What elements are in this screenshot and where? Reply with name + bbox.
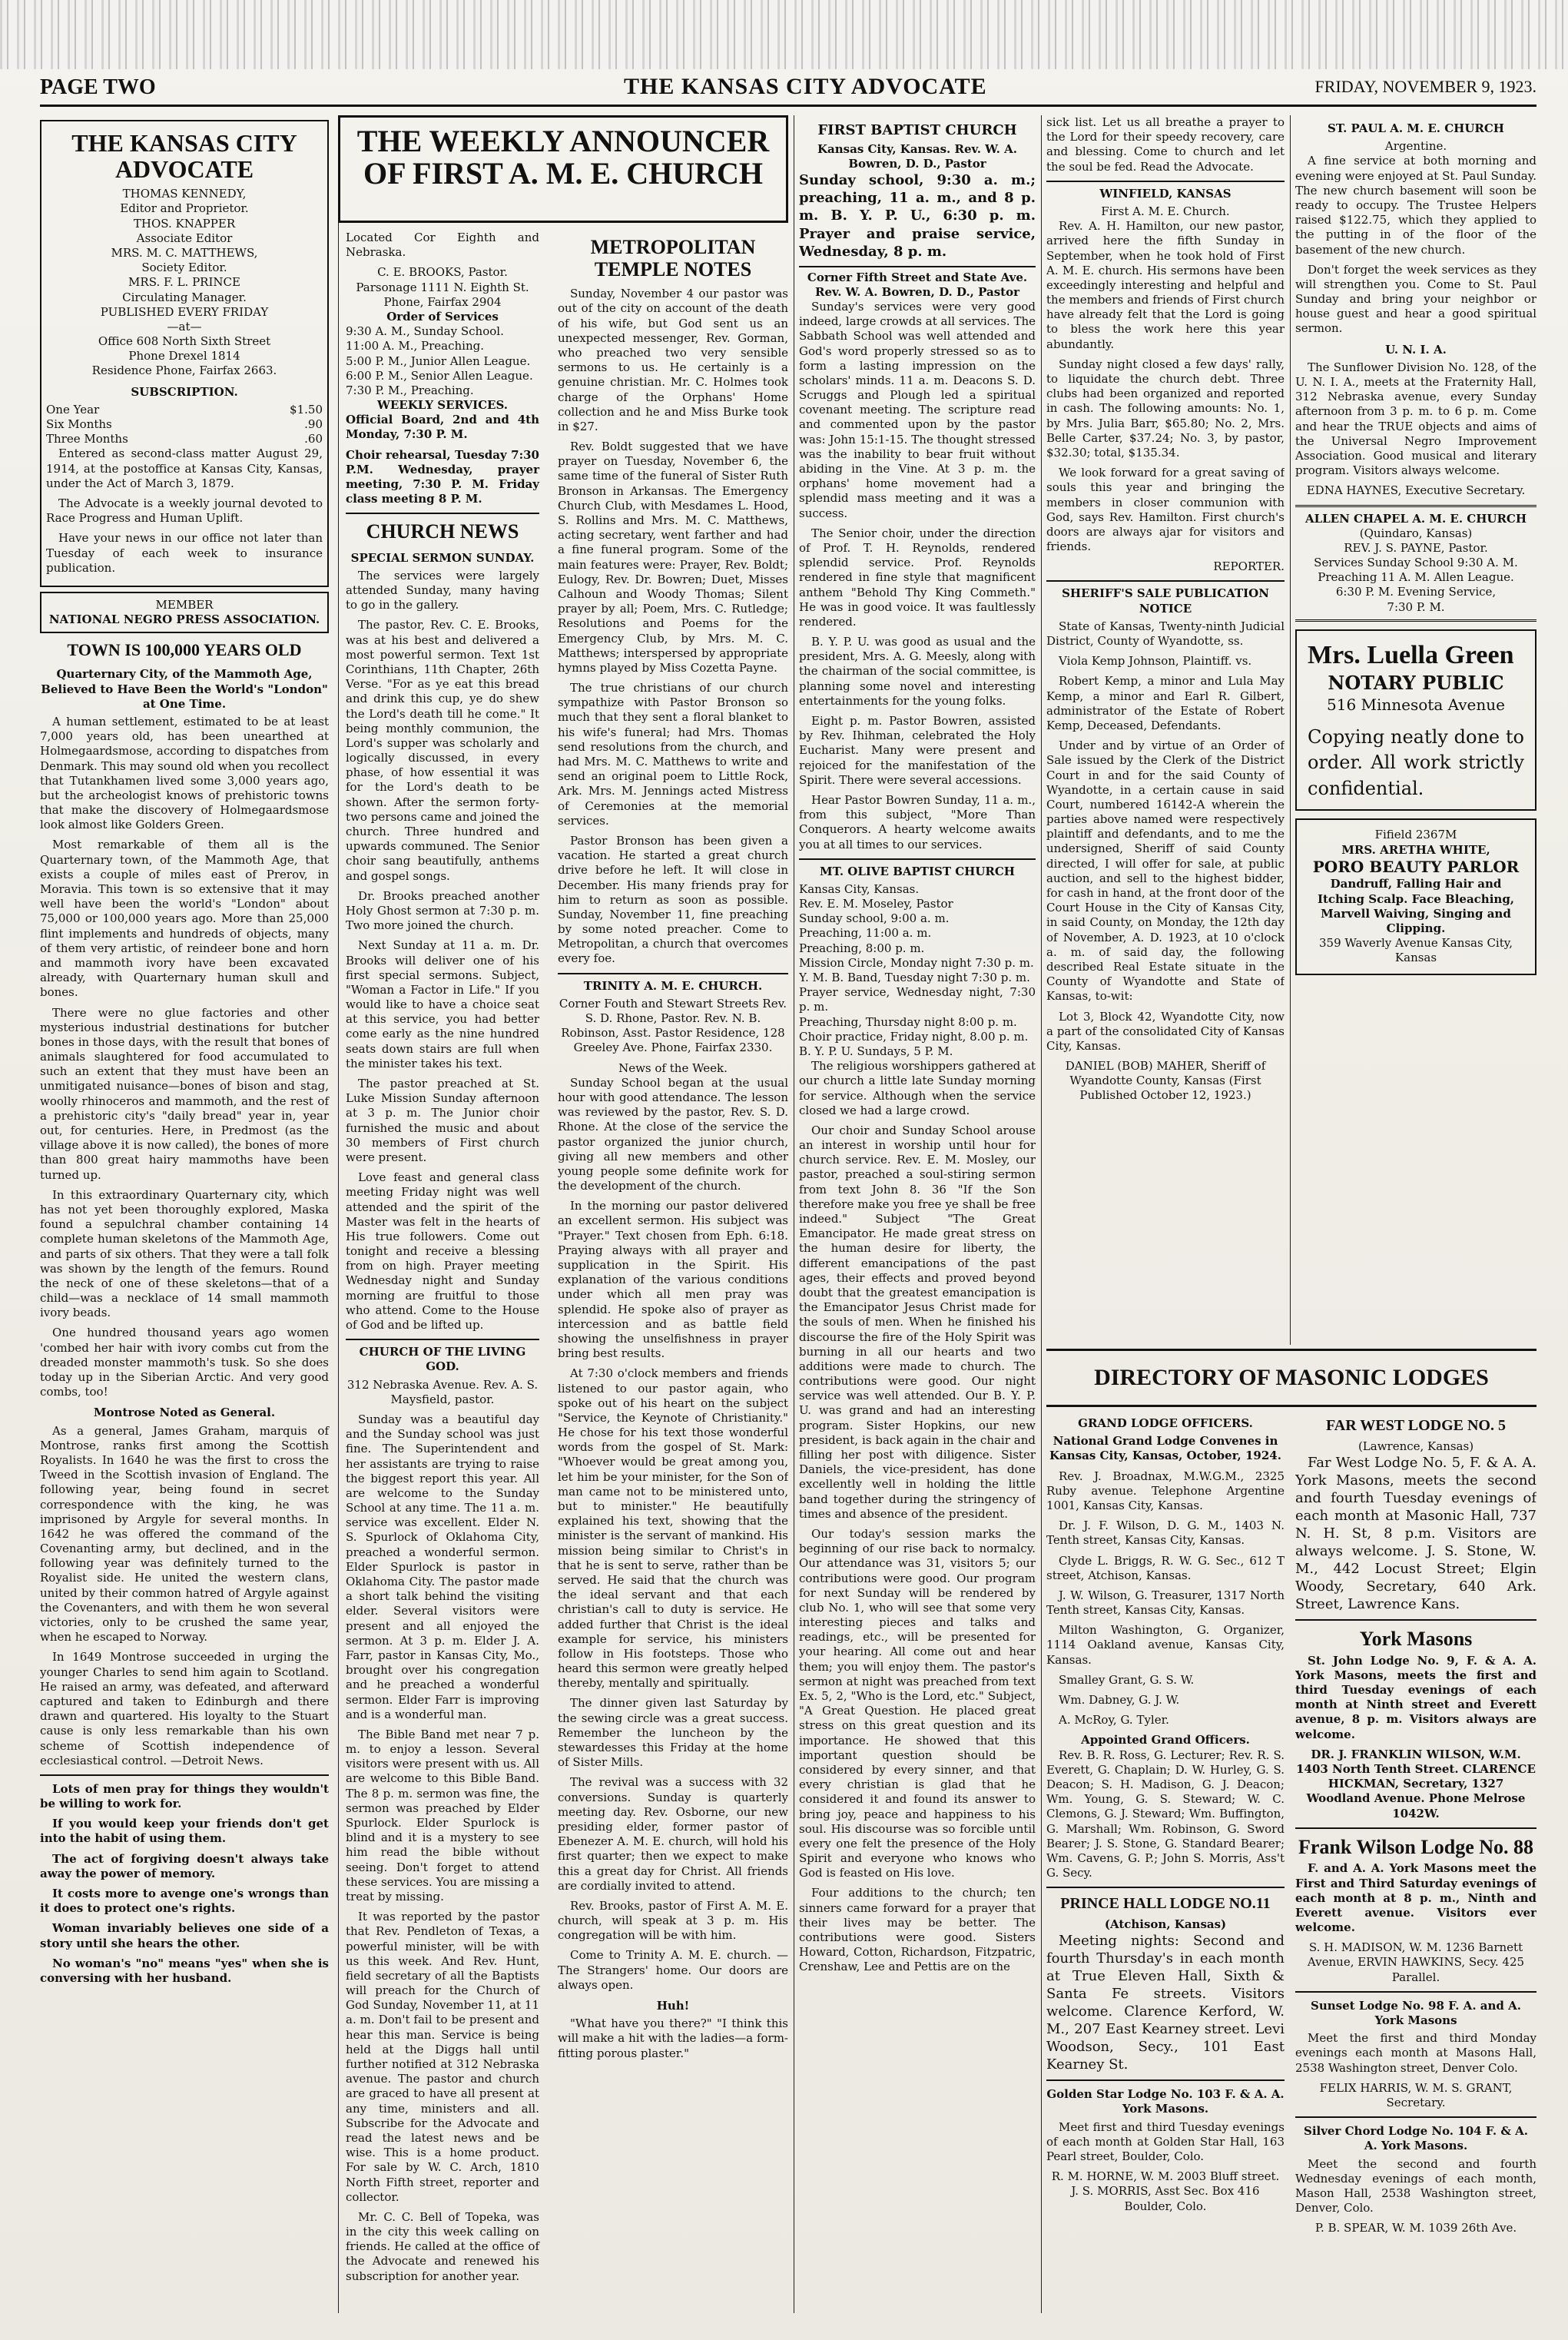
column-metropolitan [558,231,788,2313]
order-of-services [346,324,539,398]
paragraph: B. Y. P. U. was good as usual and the president, Mrs. A. G. Meesly, along with the chairman of the social committee, is planning some novel and interesting entertainments for the young folks. [799,635,1036,708]
officer-line: A. McRoy, G. Tyler. [1059,1713,1169,1728]
paragraph: The services were largely attended Sunday, many having to go in the gallery. [346,568,539,612]
sunset-title: Sunset Lodge No. 98 F. A. and A. York Masons [1311,1998,1521,2027]
divider [1295,1991,1537,1993]
paragraph: Under and by virtue of an Order of Sale issued by the Clerk of the District Court in and for the said County of Wyandotte, in a certain cause in said Court, numbered 16142-A wherein the parties above named were respectively plaintiff and defendants, and to me the undersigned, Sheriff of said County directed, I will offer for sale, at public auction, and sell to the highest bidder, for cash in hand, at the front door of the Court House in the City of Kansas City, in said County, on Monday, the 12th day of November, A. D. 1923, at 10 o'clock a. m. of said day, the following described Real Estate situate in the County of Wyandotte and State of Kansas, to-wit: [1046,739,1285,1004]
paragraph: Mr. C. C. Bell of Topeka, was in the city this week calling on friends. He called at the office of the Advocate and renewed his subscription for another year. [346,2209,539,2283]
poro-ad [1295,818,1537,974]
paragraph: Sunday School began at the usual hour with good attendance. The lesson was reviewed by the pastor, Rev. S. D. Rhone. At the close of the service the pastor organized the junior church, giving all new members and other young people some definite work for the development of the church. [558,1075,788,1193]
town-deck: Quarternary City, of the Mammoth Age, Believed to Have Been the World's "London" at One Time. [41,667,328,711]
grand-lodge-convenes: National Grand Lodge Convenes in Kansas City, Kansas, October, 1924. [1049,1434,1281,1463]
press-member-box [40,592,329,633]
winfield-article [1046,219,1285,554]
paragraph: There were no glue factories and other mysterious industrial destinations for butcher bones in those days, with the result that bones of animals slaughtered for food accumulated to such an extent that they must have been an unmitigated nuisance—bones of bison and stag, woolly rhinoceros and mammoth, and the rest of a prehistoric city's "daily bread" year in, year out, for centuries. Here, in Predmost (as the village above it is now called), the bones of more than 800 great hairy mammoths have been turned up. [40,1005,329,1182]
first-ame-location: Located Cor Eighth and Nebraska. [346,231,539,260]
weekly-services: Official Board, 2nd and 4th Monday, 7:30 P. M. [346,413,539,442]
officer-line: Rev. J. Broadnax, M.W.G.M., 2325 Ruby avenue. Telephone Argentine 1001, Kansas City, Kansas. [1046,1469,1285,1512]
york-text: St. John Lodge No. 9, F. & A. A. York Masons, meets the first and third Tuesday evenings of each month at Ninth street and Everett avenue, 8 p. m. Visitors always are welcome. [1295,1653,1537,1741]
masonic-column-left [1046,1410,1285,2313]
paragraph: A human settlement, estimated to be at least 7,000 years old, has been unearthed at Holmegaardsmose, according to dispatches from Denmark. This may sound old when you recollect that Tutankhamen lived some 3,000 years ago, but the archeologist knows of prehistoric towns that make the discovery of Holmegaardsmose look almost like Golders Green. [40,714,329,832]
announcer-line1: THE WEEKLY ANNOUNCER [356,124,770,158]
appointed-title: Appointed Grand Officers. [1081,1733,1250,1748]
paragraph: Rev. Boldt suggested that we have prayer on Tuesday, November 6, the same time of the funeral of Sister Ruth Bronson in Arkansas. The Emergency Church Club, with Mesdames L. Hood, S. Rollins and Mrs. M. C. Matthews, acting secretary, went farther and had a fine funeral program. Some of the main features were: Prayer, Rev. Boldt; Eulogy, Rev. Dr. Bowren; Duet, Misses Calhoun and Woody Thomas; Silent prayer by all; Poem, Mrs. C. Rutledge; Resolutions and Poems for the Emergency Club, by Mrs. M. C. Matthews; interspersed by appropriate hymns played by Miss Cozetta Payne. [558,440,788,675]
schedule-line: Sunday school, 9:00 a. m. [799,911,950,926]
staff-line: —at— [167,319,202,334]
divider [40,1774,329,1776]
montrose-headline: Montrose Noted as General. [93,1406,276,1420]
paragraph: The Senior choir, under the direction of Prof. T. H. Reynolds, rendered splendid service. Prof. Reynolds rendered in fine style that magnificent anthem "Behold Thy King Commeth." He was in good voice. It was faultlessly rendered. [799,526,1036,629]
schedule-line: B. Y. P. U. Sundays, 5 P. M. [799,1044,953,1058]
stpaul-article [1295,154,1537,336]
rate-price: $1.50 [290,402,323,417]
notary-text: Copying neatly done to order. All work strictly confidential. [1308,725,1524,799]
entered-note: Entered as second-class matter August 29, 1914, at the postoffice at Kansas City, Kansas, under the Act of March 3, 1879. [46,446,323,490]
town-article [40,715,329,1399]
grand-lodge-officers [1046,1469,1285,1728]
baptist-corner: Corner Fifth Street and State Ave. Rev. W. A. Bowren, D. D., Pastor [799,266,1036,300]
living-god-title: CHURCH OF THE LIVING GOD. [346,1339,539,1374]
divider [1046,2079,1285,2081]
paragraph: Our choir and Sunday School arouse an interest in worship until hour for church service. Rev. E. M. Mosley, our pastor, preached a soul-stiring sermon from text John 8. 36 "If the Son therefore make you free ye shall be free indeed." Subject "The Great Emancipator. He made great stress on the human desire for liberty, the different emancipations of the past ages, their effects and proved beyond doubt that the greatest emancipation is the Emancipator Jesus Christ made for the souls of men. When he finished his discourse the fire of the Holy Spirit was burning in all our hearts and two additions were made to church. The contributions were good. Our night service was well attended. Our B. Y. P. U. was grand and had an interesting program. Sister Hopkins, our new president, is back again in the chair and filling her post with diligence. Sister Daniels, the vice-president, has done excellently well in holding the little band together during the stringency of times and absence of the president. [799,1123,1036,1521]
officer-line: J. W. Wilson, G. Treasurer, 1317 North Tenth street, Kansas City, Kansas. [1046,1588,1285,1618]
town-headline: TOWN IS 100,000 YEARS OLD [67,640,302,660]
rate-row [46,417,323,432]
golden-star-signature: R. M. HORNE, W. M. 2003 Bluff street. J. S. MORRIS, Asst Sec. Box 416 Boulder, Colo. [1051,2169,1280,2213]
staff-line: MRS. M. C. MATTHEWS, [111,245,258,260]
notary-name: Mrs. Luella Green [1308,640,1514,669]
silver-chord-title: Silver Chord Lodge No. 104 F. & A. A. York Masons. [1303,2124,1528,2153]
paragraph: Viola Kemp Johnson, Plaintiff. vs. [1059,654,1252,669]
paragraph: The Bible Band met near 7 p. m. to enjoy a lesson. Several visitors were present with us. All are welcome to this Bible Band. The 8 p. m. sermon was fine, the sermon was preached by Elder Spurlock. Elder Spurlock is blind and it is a mystery to see him read the bible without seeing. Don't forget to attend these services. You are missing a treat by missing. [346,1727,539,1904]
officer-line: Clyde L. Briggs, R. W. G. Sec., 612 T street, Atchison, Kansas. [1046,1553,1285,1582]
poro-services: Dandruff, Falling Hair and Itching Scalp. Face Bleaching, Marvell Waiving, Singing and Clipping. [1317,877,1515,935]
filler-items [40,1782,329,1986]
church-news-title: CHURCH NEWS [346,513,539,544]
staff-line: Editor and Proprietor. [120,201,249,216]
staff-line: THOS. KNAPPER [133,216,236,231]
paragraph: Love feast and general class meeting Friday night was well attended and the spirit of the Master was felt in the hearts of His true followers. Come out tonight and receive a blessing from on high. Prayer meeting Wednesday night and Sunday morning are fruitful to those who attend. Come to the House of God and be lifted up. [346,1170,539,1333]
service-time: 7:30 P. M., Preaching. [346,383,474,397]
farwest-text: Far West Lodge No. 5, F. & A. A. York Masons, meets the second and fourth Tuesday evenings of each month at Masonic Hall, 737 N. H. St, 8 p.m. Visitors are always welcome. J. S. Stone, W. M., 442 Locust Street; Elgin Woody, Secretary, 640 Ark. Street, Lawrence Kans. [1295,1454,1537,1613]
staff-line: Associate Editor [136,231,233,245]
olive-schedule [799,882,1036,1059]
filler-item: If you would keep your friends don't get into the habit of using them. [40,1817,329,1846]
paragraph: One hundred thousand years ago women 'combed her hair with ivory combs cut from the dreaded monster mammoth's tusk. So she does today up in the Siberian Arctic. And very good combs, too! [40,1326,329,1399]
masonic-directory-title: DIRECTORY OF MASONIC LODGES [1046,1349,1537,1407]
order-title: Order of Services [386,309,499,324]
column-winfield-sheriff [1046,115,1285,1341]
paragraph: At 7:30 o'clock members and friends listened to our pastor again, who spoke out of his heart on the subject "Service, the Keynote of Christianity." He chose for his text those wonderful words from the gospel of St. Mark: "Whoever would be great among you, let him be your minister, for the Son of man came not to be ministered unto, but to minister." He beautifully explained his text, showing that the minister is the servant of mankind. His mission being similar to Christ's in that he is sent to serve, rather than be served. He said that the church was the ideal servant and that each christian's call to duty is service. He added further that Christ is the ideal example for service, his ministers follow in His footsteps. Those who heard this sermon were greatly helped thereby, mentally and spiritually. [558,1366,788,1691]
paragraph: Don't forget the week services as they will strengthen you. Come to St. Paul Sunday and bring your neighbor or house guest and hear a good spiritual sermon. [1295,262,1537,336]
poro-address: 359 Waverly Avenue Kansas City, Kansas [1318,936,1513,965]
rate-row [46,432,323,446]
staff-line: PUBLISHED EVERY FRIDAY [100,304,269,319]
schedule-line: Y. M. B. Band, Tuesday night 7:30 p. m. [799,971,1030,984]
paragraph: As a general, James Graham, marquis of Montrose, ranks first among the Scottish Royalists. In 1640 he was the first to cross the Tweed in the Scottish invasion of England. The following year, being found in secret correspondence with the king, he was imprisoned by Argyle for several months. In 1642 he was offered the command of the Covenanting army, but declined, and in the following year was definitely turned to the Royalist side. He united the western clans, united by their common hatred of Argyle against the Covenanters, and with them he won several victories, only to be crushed the same year, when he escaped to Norway. [40,1423,329,1645]
staff-line: Residence Phone, Fairfax 2663. [91,363,277,378]
paragraph: Four additions to the church; ten sinners came forward for a prayer that their lives may be better. The contributions were good. Sisters Howard, Cotton, Richardson, Fitzpatric, Crenshaw, Lee and Pettis are on the [799,1886,1036,1974]
winfield-sub: First A. M. E. Church. [1101,204,1230,218]
staff-line: THOMAS KENNEDY, [122,187,247,201]
sheriff-signature: DANIEL (BOB) MAHER, Sheriff of Wyandotte County, Kansas (First Published October 12, 1923.) [1065,1059,1266,1103]
allen-chapel-box [1295,505,1537,622]
prince-hall-title: PRINCE HALL LODGE NO.11 [1060,1895,1271,1913]
filler-item: No woman's "no" means "yes" when she is conversing with her husband. [40,1956,329,1985]
silver-chord-text: Meet the second and fourth Wednesday evenings of each month, Mason Hall, 2538 Washington street, Denver, Colo. [1295,2156,1537,2216]
paragraph: In the morning our pastor delivered an excellent sermon. His subject was "Prayer." Text chosen from Eph. 6:18. Praying always with all prayer and supplication in the Spirit. His explanation of the various conditions under which all men pray was splendid. He spoke also of prayer as intercession and as battle field showing the unselfishness in prayer bring best results. [558,1199,788,1361]
staff-line: Society Editor. [141,261,227,275]
sheriff-title: SHERIFF'S SALE PUBLICATION NOTICE [1046,580,1285,616]
staff-box [40,120,329,587]
paragraph: Rev. Brooks, pastor of First A. M. E. church, will speak at 3 p. m. His congregation will be with him. [558,1898,788,1943]
column-staff-and-stories [40,115,338,2313]
frank-wilson-title: Frank Wilson Lodge No. 88 [1298,1835,1534,1858]
trinity-title: TRINITY A. M. E. CHURCH. [558,973,788,994]
paper-edge-texture [0,0,1568,69]
golden-star-text: Meet first and third Tuesday evenings of each month at Golden Star Hall, 163 Pearl street, Boulder, Colo. [1046,2119,1285,2164]
appointed-officers: Rev. B. R. Ross, G. Lecturer; Rev. R. S. Everett, G. Chaplain; D. W. Hurley, G. S. Deacon; S. H. Madison, G. J. Deacon; Wm. Young, G. S. Steward; W. C. Clemons, G. J. Steward; Wm. Buffington, G. Marshall; Wm. Robinson, G. Sword Bearer; J. S. Stone, G. Standard Bearer; Wm. Cavens, G. P.; John S. Morris, Ass't G. Secy. [1046,1748,1285,1880]
paragraph: Most remarkable of them all is the Quarternary town, of the Mammoth Age, that exists a couple of miles east of Prerov, in Moravia. This town is so extensive that it may well have been the world's "London" about 75,000 or 100,000 years ago. More than 25,000 flint implements and hundreds of objects, many of them very artistic, of reindeer bone and horn and mammoth ivory have been excavated already, with Quarternary human skull and bones. [40,838,329,1000]
silver-chord-signature: P. B. SPEAR, W. M. 1039 26th Ave. [1314,2221,1517,2235]
sick-list: sick list. Let us all breathe a prayer to the Lord for their speedy recovery, care and blessing. Come to church and let the soul be fed. Read the Advocate. [1046,115,1285,174]
rate-row [46,403,323,417]
schedule-line: Rev. E. M. Moseley, Pastor [799,897,953,911]
divider [1295,2116,1537,2118]
allen-title: ALLEN CHAPEL A. M. E. CHURCH [1304,511,1527,526]
frank-wilson-signature: S. H. MADISON, W. M. 1236 Barnett Avenue, ERVIN HAWKINS, Secy. 425 Parallel. [1307,1940,1525,1984]
paragraph: Robert Kemp, a minor and Lula May Kemp, a minor and Earl R. Gilbert, administrator of the Estate of Robert Kemp, Deceased, Defendants. [1046,674,1285,732]
frank-wilson-text: F. and A. A. York Masons meet the First and Third Saturday evenings of each month at 8 p. m., Ninth and Everett avenue. Visitors ever welcome. [1295,1861,1537,1935]
paper-name: THE KANSAS CITY ADVOCATE [624,74,987,99]
schedule-line: Preaching, Thursday night 8:00 p. m. [799,1014,1017,1029]
notary-ad [1295,629,1537,812]
officer-line: Milton Washington, G. Organizer, 1114 Oakland avenue, Kansas City, Kansas. [1046,1623,1285,1667]
living-god-location: 312 Nebraska Avenue. Rev. A. S. Maysfield, pastor. [346,1377,539,1406]
poro-name: MRS. ARETHA WHITE, [1341,842,1490,857]
church-news-article [346,569,539,1333]
stpaul-sub: Argentine. [1384,139,1447,154]
rate-price: .90 [304,417,323,431]
paragraph: In 1649 Montrose succeeded in urging the younger Charles to send him again to Scotland. He raised an army, was defeated, and afterward captured and taken to Edinburgh and there drawn and quartered. His loyalty to the Stuart cause is only less remarkable than his own scheme of Scottish independence of ecclesiastical control. —Detroit News. [40,1650,329,1767]
paragraph: Come to Trinity A. M. E. church. —The Strangers' home. Our doors are always open. [558,1948,788,1992]
paragraph: The true christians of our church sympathize with Pastor Bronson so much that they sent a floral blanket to his wife's funeral; had Mrs. Thomas send resolutions from the church, and had Mrs. M. C. Matthews to write and send an original poem to Little Rock, Ark. Mrs. M. Jennings acted Mistress of Ceremonies at the memorial services. [558,681,788,828]
schedule-line: Preaching, 11:00 a. m. [799,926,932,941]
masonic-column-right [1295,1410,1537,2313]
schedule-line: Preaching 11 A. M. Allen League. [1318,570,1514,585]
staff-line: Office 608 North Sixth Street [98,334,271,349]
paragraph: The dinner given last Saturday by the sewing circle was a great success. Remember the luncheon by the stewardesses this Friday at the home of Sister Mills. [558,1696,788,1770]
schedule-line: 7:30 P. M. [1387,599,1445,614]
announcer-line2: OF FIRST A. M. E. CHURCH [363,156,764,191]
weekly-title: WEEKLY SERVICES. [376,398,508,413]
allen-sub: (Quindaro, Kansas) [1359,526,1473,540]
unia-signature: EDNA HAYNES, Executive Secretary. [1306,483,1526,498]
officer-line: Dr. J. F. Wilson, D. G. M., 1403 N. Tenth street, Kansas City, Kansas. [1046,1519,1285,1548]
paragraph: The religious worshippers gathered at our church a little late Sunday morning for service. Although when the service closed we had a large crowd. [799,1059,1036,1117]
olive-title: MT. OLIVE BAPTIST CHURCH [799,858,1036,879]
column-rule [1041,115,1042,2313]
trinity-news-title: News of the Week. [618,1060,728,1075]
trinity-article [558,1076,788,1993]
huh-title: Huh! [656,1999,690,2013]
schedule-line: Prayer service, Wednesday night, 7:30 p. m. [799,985,1036,1014]
filler-item: The act of forgiving doesn't always take away the power of memory. [40,1851,329,1880]
paragraph: Sunday, November 4 our pastor was out of the city on account of the death of his wife, but God sent us an unexpected messenger, Rev. Gorman, who preached two very sensible sermons to us. He certainly is a genuine christian. Mr. C. Holmes took charge of the Orphans' Home collection and he and Miss Burke took in $27. [558,287,788,433]
paragraph: Next Sunday at 11 a. m. Dr. Brooks will deliver one of his first special sermons. Subject, "Woman a Factor in Life." If you would like to have a choice seat at this service, you had better come early as the nine hundred seats down stairs are full when the minister takes his text. [346,938,539,1070]
baptist-title: FIRST BAPTIST CHURCH [817,122,1017,138]
sheriff-notice [1046,619,1285,1054]
filler-item: It costs more to avenge one's wrongs than it does to protect one's rights. [40,1887,329,1916]
reporter-sig: REPORTER. [1213,559,1285,574]
baptist-article [799,300,1036,852]
paragraph: In this extraordinary Quarternary city, which has not yet been thoroughly explored, Maska found a sepulchral chamber containing 14 complete human skeletons of the Mammoth Age, and parts of six others. That they were a tall folk was shown by the length of the femurs. Round the neck of one of these skeletons—that of a child—was a necklace of 14 small mammoth ivory beads. [40,1187,329,1320]
huh-joke: "What have you there?" "I think this will make a hit with the ladies—a form-fitting porous plaster." [558,2016,788,2060]
grand-lodge-title: GRAND LODGE OFFICERS. [1078,1416,1253,1430]
unia-title: U. N. I. A. [1385,342,1447,357]
subscription-title: SUBSCRIPTION. [131,384,238,399]
paragraph: Lot 3, Block 42, Wyandotte City, now a part of the consolidated City of Kansas City, Kansas. [1046,1009,1285,1053]
service-time: 5:00 P. M., Junior Allen League. [346,353,531,368]
column-stpaul-ads [1295,115,1537,1341]
church-news-sub: SPECIAL SERMON SUNDAY. [350,550,535,565]
filler-item: Woman invariably believes one side of a story until she hears the other. [40,1921,329,1950]
column-baptist [799,115,1036,2313]
column-first-ame [338,231,547,2313]
york-signature: DR. J. FRANKLIN WILSON, W.M. 1403 North Tenth Street. CLARENCE HICKMAN, Secretary, 1327 Woodland Avenue. Phone Melrose 1042W. [1296,1747,1536,1821]
paragraph: Our today's session marks the beginning of our rise back to normalcy. Our attendance was 31, visitors 5; our contributions were good. Our program for next Sunday will be rendered by club No. 1, who will see that some very interesting pieces and talks and readings, etc., will be presented for your hearing. All come out and hear them; you will enjoy them. The pastor's sermon at night was preached from text Ex. 5, 2, "Who is the Lord, etc." Subject, "A Great Question. He placed great stress on this great question and its importance. He showed that this important question should be considered by every sinner, and that every christian is glad that he considered it and found its answer to bring joy, peace and happiness to his soul. His discourse was so forcible until every one felt the presence of the Holy Spirit and everyone who knows who God is feasted on His love. [799,1526,1036,1880]
metropolitan-article [558,287,788,966]
sunset-text: Meet the first and third Monday evenings each month at Masons Hall, 2538 Washington street, Denver Colo. [1295,2031,1537,2075]
york-title: York Masons [1359,1628,1473,1651]
column-rule [1290,115,1291,1345]
living-god-article [346,1412,539,2284]
paragraph: The revival was a success with 32 conversions. Sunday is quarterly meeting day. Rev. Osborne, our new presiding elder, former pastor of Ebenezer A. M. E. church, will hold his first quarter; then we expect to make this a great day for Christ. All friends are cordially invited to attend. [558,1775,788,1893]
paragraph: Sunday night closed a few days' rally, to liquidate the church debt. Three clubs had been organized and reported in cash. The following amounts: No. 1, by Mrs. Julia Barr, $65.80; No. 2, Mrs. Belle Carter, $37.24; No. 3, by pastor, $32.30; total, $135.34. [1046,357,1285,460]
rate-price: .60 [304,432,323,446]
weekly-services-2: Choir rehearsal, Tuesday 7:30 P.M. Wednesday, prayer meeting, 7:30 P. M. Friday class meeting 8 P. M. [346,447,539,506]
paragraph: Eight p. m. Pastor Bowren, assisted by Rev. Ihihman, celebrated the Holy Eucharist. Many were present and rejoiced for the manifestation of the Spirit. There were several accessions. [799,714,1036,787]
first-ame-pastor: C. E. BROOKS, Pastor. [377,265,508,280]
schedule-line: Kansas City, Kansas. [799,881,920,896]
page-number: PAGE TWO [40,75,156,99]
subscription-rates [46,403,323,447]
officer-line: Wm. Dabney, G. J. W. [1059,1693,1180,1707]
notary-title: NOTARY PUBLIC [1328,672,1504,695]
prince-hall-sub: (Atchison, Kansas) [1104,1917,1227,1931]
prince-hall-text: Meeting nights: Second and fourth Thursday's in each month at True Eleven Hall, Sixth & Santa Fe streets. Visitors welcome. Clarence Kerford, W. M., 207 East Kearney street. Levi Woodson, Secy., 101 East Kearney St. [1046,1933,1285,2073]
staff-lines [46,187,323,378]
paragraph: Pastor Bronson has been given a vacation. He started a great church drive before he left. It will close in December. His many friends pray for him to return as soon as possible. Sunday, November 11, fine preaching by some noted preacher. Come to Metropolitan, a church that overcomes every foe. [558,833,788,966]
metropolitan-title: METROPOLITAN TEMPLE NOTES [590,236,756,280]
paragraph: Sunday was a beautiful day and the Sunday school was just fine. The Superintendent and her assistants are trying to raise the biggest report this year. All are welcome to the Sunday School at any time. The 11 a. m. service was excellent. Elder N. S. Spurlock of Oklahoma City, preached a wonderful sermon. Elder Spurlock is pastor in Oklahoma City. The pastor made a short talk behind the visiting elder. Several visitors were present and all enjoyed the sermon. At 3 p. m. Elder J. A. Farr, pastor in Kansas City, Mo., brought over his congregation and he preached a wonderful sermon. Elder Farr is improving and is a wonderful man. [346,1412,539,1721]
paragraph: Rev. A. H. Hamilton, our new pastor, arrived here the fifth Sunday in September, when he took hold of First A. M. E. church. His sermons have been exceedingly interesting and helpful and the members and friends of First church have already felt that the Lord is going to bless the work here this year abundantly. [1046,219,1285,351]
poro-phone: Fifield 2367M [1374,828,1457,842]
divider [1295,1827,1537,1829]
divider [1046,1887,1285,1888]
schedule-line: Mission Circle, Monday night 7:30 p. m. [799,955,1034,970]
olive-article [799,1059,1036,1974]
golden-star-title: Golden Star Lodge No. 103 F. & A. A. York Masons. [1046,2087,1285,2116]
notary-address: 516 Minnesota Avenue [1327,695,1505,715]
service-time: 9:30 A. M., Sunday School. [346,324,504,339]
schedule-line: Services Sunday School 9:30 A. M. [1314,556,1518,570]
staff-line: MRS. F. L. PRINCE [128,275,240,290]
staff-line: Phone Drexel 1814 [128,349,240,363]
paragraph: The pastor preached at St. Luke Mission Sunday afternoon at 3 p. m. The Junior choir furnished the music and about 30 members of First church were present. [346,1077,539,1164]
stpaul-title: ST. PAUL A. M. E. CHURCH [1328,121,1504,135]
schedule-line: Preaching, 8:00 p. m. [799,941,925,955]
first-ame-parsonage: Parsonage 1111 N. Eighth St. [356,280,529,294]
first-ame-phone: Phone, Fairfax 2904 [383,294,502,309]
paragraph: It was reported by the pastor that Rev. Pendleton of Texas, a powerful minister, will be with us this week. And Rev. Hunt, field secretary of all the Baptists will preach for the Church of God Sunday, November 11, at 11 a. m. Don't fail to be present and hear this man. Service is being held at the Diggs hall until further notified at 312 Nebraska avenue. The pastor and church are graced to have all present at any time, ministers and all. Subscribe for the Advocate and read the latest news and be wise. This is a home product. For sale by W. C. Arch, 1810 North Fifth street, reporter and collector. [346,1910,539,2204]
paragraph: State of Kansas, Twenty-ninth Judicial District, County of Wyandotte, ss. [1046,619,1285,648]
press-association: NATIONAL NEGRO PRESS ASSOCIATION. [48,612,320,627]
baptist-schedule: Sunday school, 9:30 a. m.; preaching, 11 a. m., and 8 p. m. B. Y. P. U., 6:30 p. m. Prayer and praise service, Wednesday, 8 p. m. [799,172,1036,260]
member-label: MEMBER [155,597,214,612]
news-deadline-note: Have your news in our office not later than Tuesday of each week to insurance publication. [46,531,323,575]
service-time: 6:00 P. M., Senior Allen League. [346,368,533,383]
farwest-sub: (Lawrence, Kansas) [1357,1439,1474,1453]
paragraph: Hear Pastor Bowren Sunday, 11 a. m., from this subject, "More Than Conquerors. A hearty welcome awaits you at all times to our services. [799,792,1036,851]
paragraph: A fine service at both morning and evening were enjoyed at St. Paul Sunday. The new church basement will soon be ready to occupy. The Trustee Helpers raised $122.75, which they applied to the putting in of the floor of the basement of the new church. [1295,154,1537,257]
schedule-line: Choir practice, Friday night, 8.00 p. m. [799,1029,1029,1044]
trinity-info: Corner Fouth and Stewart Streets Rev. S. D. Rhone, Pastor. Rev. N. B. Robinson, Asst. Pastor Residence, 128 Greeley Ave. Phone, Fairfax 2330. [559,996,787,1055]
sunset-signature: FELIX HARRIS, W. M. S. GRANT, Secretary. [1319,2080,1513,2109]
allen-schedule [1295,556,1537,615]
farwest-title: FAR WEST LODGE NO. 5 [1326,1417,1506,1434]
filler-item: Lots of men pray for things they wouldn't be willing to work for. [40,1781,329,1811]
poro-title: PORO BEAUTY PARLOR [1312,857,1520,876]
unia-text: The Sunflower Division No. 128, of the U. N. I. A., meets at the Fraternity Hall, 312 Nebraska avenue, every Sunday afternoon from 3 p. m. to 6 p. m. Come and hear the TRUE objects and aims of the Universal Negro Improvement Association. Good musical and literary program. Visitors always welcome. [1295,360,1537,478]
service-time: 11:00 A. M., Preaching. [346,339,484,353]
masthead [40,74,1537,107]
staff-line: Circulating Manager. [122,290,247,304]
divider [1295,1619,1537,1621]
advocate-note: The Advocate is a weekly journal devoted to Race Progress and Human Uplift. [46,496,323,526]
staff-title: THE KANSAS CITY ADVOCATE [71,129,297,183]
rate-term: Three Months [46,432,128,446]
issue-date: FRIDAY, NOVEMBER 9, 1923. [1314,77,1537,96]
rate-term: One Year [46,402,100,417]
montrose-article [40,1424,329,1768]
announcer-banner [338,115,788,223]
rate-term: Six Months [46,417,112,431]
paragraph: Dr. Brooks preached another Holy Ghost sermon at 7:30 p. m. Two more joined the church. [346,888,539,933]
paragraph: Sunday's services were very good indeed, large crowds at all services. The Sabbath School was well attended and God's word properly stressed so as to form a lasting impression on the scholars' minds. 11 a. m. Deacons S. D. Scruggs and Plough led a spiritual covenant meeting. The scripture read and commented upon by the pastor was: John 15:1-15. The thought stressed was the inability to bear fruit without abiding in the Vine. At 3 p. m. the orphans' home movement had a splendid mass meeting and it was a success. [799,299,1036,520]
schedule-line: 6:30 P. M. Evening Service, [1335,585,1497,599]
paragraph: We look forward for a great saving of souls this year and bringing the members in closer communion with God, says Rev. Hamilton. First church's doors are always ajar for visitors and friends. [1046,466,1285,554]
winfield-title: WINFIELD, KANSAS [1046,181,1285,201]
baptist-info: Kansas City, Kansas. Rev. W. A. Bowren, D. D., Pastor [817,142,1017,171]
officer-line: Smalley Grant, G. S. W. [1059,1672,1195,1687]
allen-pastor: REV. J. S. PAYNE, Pastor. [1344,540,1488,555]
paragraph: The pastor, Rev. C. E. Brooks, was at his best and delivered a most powerful sermon. Text 1st Corinthians, 11th Chapter, 26th Verse. "For as ye eat this bread and drink this cup, ye do shew the Lord's death till he come." It being monthly communion, the Lord's supper was scholarly and logically discussed, in every phase, of how essential it was for the Lord's death to be shown. After the sermon forty-two persons came and joined the church. Three hundred and upwards communed. The Senior choir sang beautifully, anthems and gospel songs. [346,618,539,883]
